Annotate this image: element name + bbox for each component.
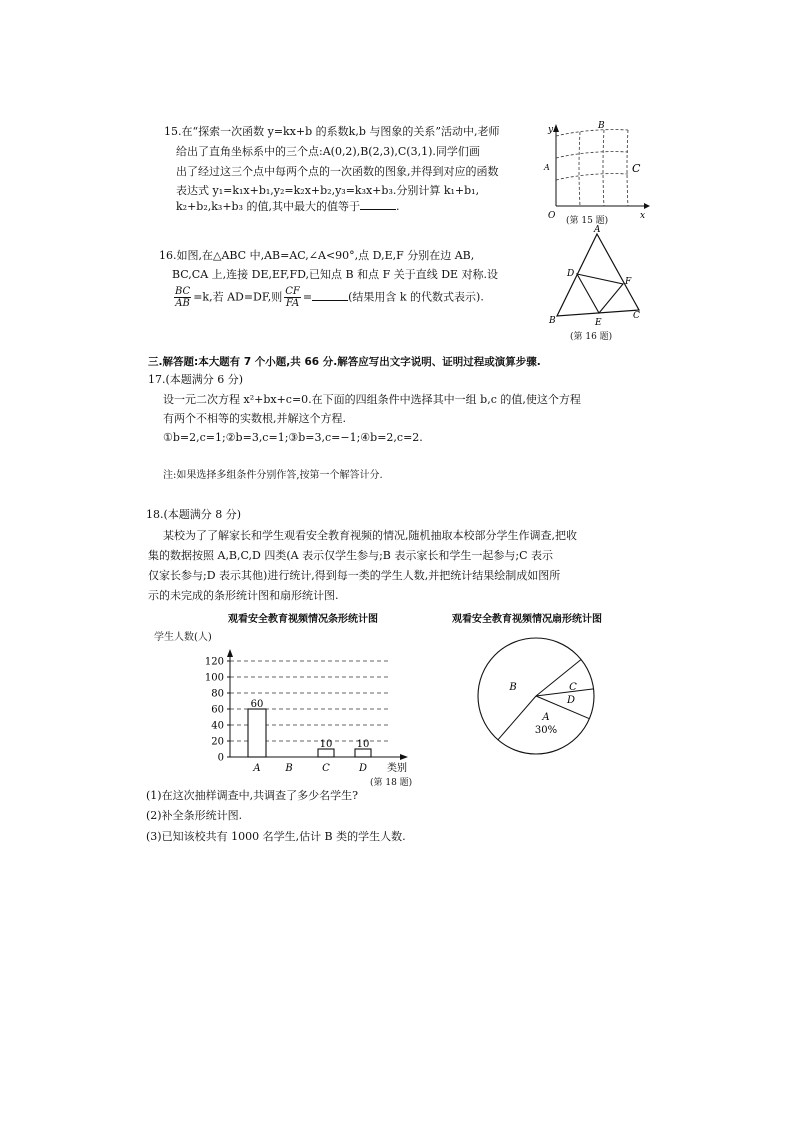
q15-y-label: y bbox=[548, 125, 554, 135]
q17-note: 注:如果选择多组条件分别作答,按第一个解答计分. bbox=[163, 470, 383, 481]
q16-figure bbox=[545, 222, 645, 332]
bar-A bbox=[248, 709, 266, 757]
bar-ytick-label: 0 bbox=[217, 752, 224, 764]
q18-line-3: 仅家长参与;D 表示其他)进行统计,得到每一类的学生人数,并把统计结果绘制成如图所 bbox=[148, 569, 561, 582]
pie-label-B: B bbox=[509, 682, 517, 693]
q16-label-f: F bbox=[625, 277, 632, 287]
q15-point-a: A bbox=[544, 163, 550, 172]
bar-ytick-label: 60 bbox=[211, 704, 224, 716]
pie-chart bbox=[474, 628, 604, 758]
q16-fraction-bc-ab bbox=[174, 286, 191, 309]
bar-chart-xticks bbox=[252, 763, 367, 774]
q18-header: 18.(本题满分 8 分) bbox=[146, 508, 242, 521]
bar-category-A: A bbox=[253, 763, 261, 774]
q15-line-4: 表达式 y₁=k₁x+b₁,y₂=k₂x+b₂,y₃=k₃x+b₃.分别计算 k₁+b₁, bbox=[176, 184, 480, 197]
q15-x-label: x bbox=[640, 211, 646, 221]
q18-question-3: (3)已知该校共有 1000 名学生,估计 B 类的学生人数. bbox=[146, 830, 406, 843]
q15-answer-blank bbox=[360, 199, 396, 210]
pie-divider bbox=[498, 696, 536, 740]
q16-tail: (结果用含 k 的代数式表示). bbox=[348, 290, 484, 304]
q15-point-c: C bbox=[632, 162, 641, 175]
q15-line-1: 15.在“探索一次函数 y=kx+b 的系数k,b 与图象的关系”活动中,老师 bbox=[164, 125, 500, 138]
bar-chart-y-arrow bbox=[227, 649, 233, 657]
q16-label-e: E bbox=[595, 318, 602, 328]
q18-question-2: (2)补全条形统计图. bbox=[146, 809, 243, 822]
q16-answer-blank bbox=[312, 290, 348, 301]
q17-line-2: 有两个不相等的实数根,并解这个方程. bbox=[163, 412, 346, 425]
bar-value-label-A: 60 bbox=[250, 699, 264, 710]
q16-frac1-num: BC bbox=[175, 286, 191, 297]
q16-fraction-cf-fa bbox=[284, 286, 301, 309]
bar-category-D: D bbox=[358, 763, 368, 774]
section-3-header: 三.解答题:本大题有 7 个小题,共 66 分.解答应写出文字说明、证明过程或演算步骤. bbox=[148, 356, 541, 368]
bar-chart-x-arrow bbox=[400, 754, 408, 760]
q15-x-arrow bbox=[644, 203, 650, 209]
q18-line-4: 示的未完成的条形统计图和扇形统计图. bbox=[148, 589, 339, 602]
q16-label-a: A bbox=[594, 225, 601, 235]
q16-label-b: B bbox=[549, 316, 556, 326]
q15-origin-label: O bbox=[548, 211, 556, 221]
bar-ytick-label: 20 bbox=[211, 736, 224, 748]
q15-grid bbox=[556, 130, 628, 206]
q17-line-3: ①b=2,c=1;②b=3,c=1;③b=3,c=−1;④b=2,c=2. bbox=[163, 431, 423, 444]
q15-figure bbox=[540, 118, 650, 228]
q17-line-1: 设一元二次方程 x²+bx+c=0.在下面的四组条件中选择其中一组 b,c 的值,使这个方程 bbox=[163, 393, 581, 406]
bar-D bbox=[355, 749, 371, 757]
bar-chart-caption: (第 18 题) bbox=[370, 778, 413, 788]
bar-chart-title: 观看安全教育视频情况条形统计图 bbox=[228, 614, 378, 625]
bar-chart-yticks bbox=[205, 657, 230, 764]
bar-C bbox=[318, 749, 334, 757]
q15-line-2: 给出了直角坐标系中的三个点:A(0,2),B(2,3),C(3,1).同学们画 bbox=[176, 145, 480, 158]
bar-value-label-D: 10 bbox=[356, 739, 370, 750]
q18-line-1: 某校为了了解家长和学生观看安全教育视频的情况,随机抽取本校部分学生作调查,把收 bbox=[163, 529, 577, 542]
q15-line-5-text: k₂+b₂,k₃+b₃ 的值,其中最大的值等于 bbox=[176, 200, 360, 213]
pie-value-A: 30% bbox=[534, 725, 558, 736]
q18-line-2: 集的数据按照 A,B,C,D 四类(A 表示仅学生参与;B 表示家长和学生一起参与;C 表示 bbox=[148, 549, 553, 562]
q16-frac2-den: FA bbox=[285, 298, 300, 309]
bar-chart-bars bbox=[248, 699, 371, 757]
q16-frac2-num: CF bbox=[285, 286, 300, 297]
bar-category-C: C bbox=[322, 763, 330, 774]
pie-divider bbox=[536, 689, 594, 696]
bar-chart-ylabel: 学生人数(人) bbox=[154, 632, 212, 643]
q16-mid2: = bbox=[302, 290, 313, 304]
q15-line-5 bbox=[176, 199, 399, 214]
q15-line-3: 出了经过这三个点中每两个点的一次函数的图象,并得到对应的函数 bbox=[176, 165, 499, 178]
q16-triangle-def bbox=[577, 274, 623, 313]
q16-mid1: =k,若 AD=DF,则 bbox=[193, 290, 283, 304]
q16-frac1-den: AB bbox=[175, 298, 190, 309]
q16-label-d: D bbox=[567, 269, 575, 279]
q18-question-1: (1)在这次抽样调查中,共调查了多少名学生? bbox=[146, 789, 358, 802]
q16-caption: (第 16 题) bbox=[570, 332, 613, 342]
bar-chart bbox=[190, 645, 420, 777]
bar-ytick-label: 120 bbox=[204, 656, 224, 668]
q16-line-1: 16.如图,在△ABC 中,AB=AC,∠A<90°,点 D,E,F 分别在边 AB, bbox=[159, 249, 475, 262]
bar-ytick-label: 100 bbox=[204, 672, 224, 684]
bar-category-B: B bbox=[285, 763, 293, 774]
q16-label-c: C bbox=[633, 311, 640, 321]
q15-point-b: B bbox=[598, 121, 605, 131]
pie-label-A: A bbox=[542, 712, 550, 723]
pie-label-C: C bbox=[569, 682, 577, 693]
q16-line-2: BC,CA 上,连接 DE,EF,FD,已知点 B 和点 F 关于直线 DE 对称.设 bbox=[172, 268, 499, 281]
q15-y-arrow bbox=[553, 124, 559, 132]
q17-header: 17.(本题满分 6 分) bbox=[148, 373, 244, 386]
bar-ytick-label: 40 bbox=[211, 720, 224, 732]
q15-caption: (第 15 题) bbox=[566, 216, 609, 226]
bar-ytick-label: 80 bbox=[211, 688, 224, 700]
bar-value-label-C: 10 bbox=[319, 739, 333, 750]
q15-line-5-end: . bbox=[395, 200, 400, 213]
bar-chart-xlabel: 类别 bbox=[387, 763, 407, 774]
pie-label-D: D bbox=[566, 695, 576, 706]
pie-chart-title: 观看安全教育视频情况扇形统计图 bbox=[452, 614, 602, 625]
q16-line-3 bbox=[172, 286, 484, 309]
